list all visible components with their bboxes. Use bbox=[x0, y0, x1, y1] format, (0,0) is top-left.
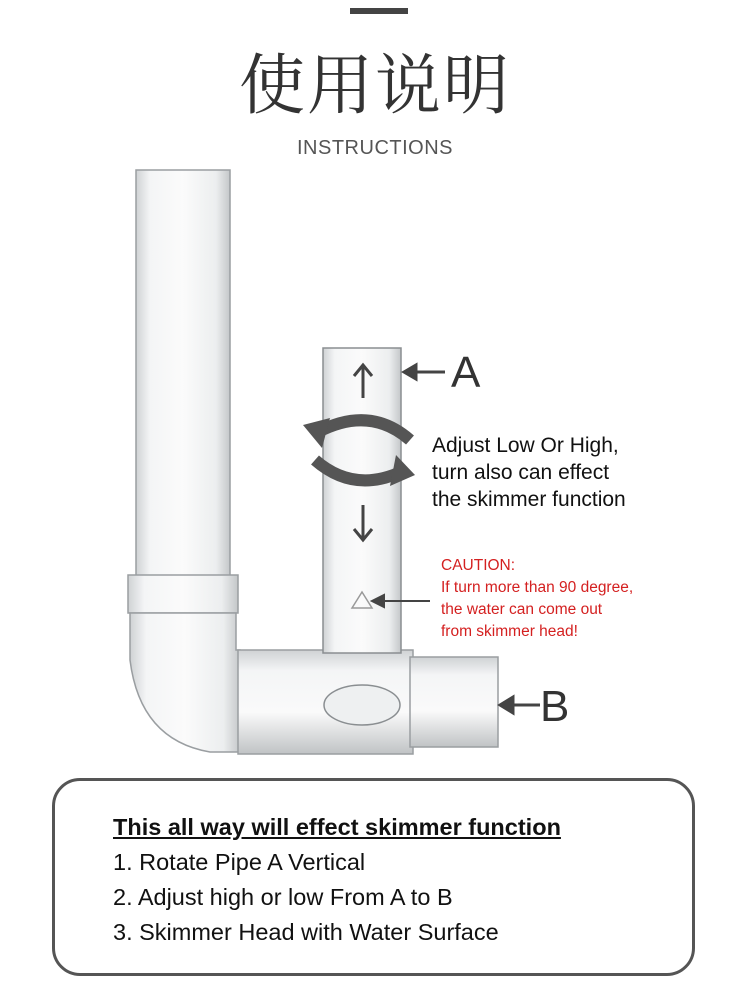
pointer-arrow-b-icon bbox=[500, 697, 540, 713]
page-title: 使用说明 bbox=[239, 47, 511, 124]
adjust-line: the skimmer function bbox=[432, 488, 626, 511]
adjust-line: turn also can effect bbox=[432, 461, 610, 484]
notes-item: 2. Adjust high or low From A to B bbox=[113, 884, 453, 910]
page-subtitle: INSTRUCTIONS bbox=[297, 137, 453, 159]
adjust-line: Adjust Low Or High, bbox=[432, 434, 619, 457]
caution-line: CAUTION: bbox=[441, 557, 516, 574]
caution-note bbox=[441, 555, 741, 643]
adjust-note bbox=[432, 432, 732, 513]
label-b: B bbox=[540, 682, 570, 731]
caution-line: the water can come out bbox=[441, 601, 603, 618]
caution-line: If turn more than 90 degree, bbox=[441, 579, 634, 596]
notes-heading: This all way will effect skimmer function bbox=[113, 814, 561, 840]
label-a: A bbox=[451, 348, 481, 397]
notes-list bbox=[113, 810, 673, 950]
caution-line: from skimmer head! bbox=[441, 623, 578, 640]
notes-item: 3. Skimmer Head with Water Surface bbox=[113, 919, 499, 945]
notes-item: 1. Rotate Pipe A Vertical bbox=[113, 849, 366, 875]
pointer-arrow-a-icon bbox=[404, 365, 445, 379]
